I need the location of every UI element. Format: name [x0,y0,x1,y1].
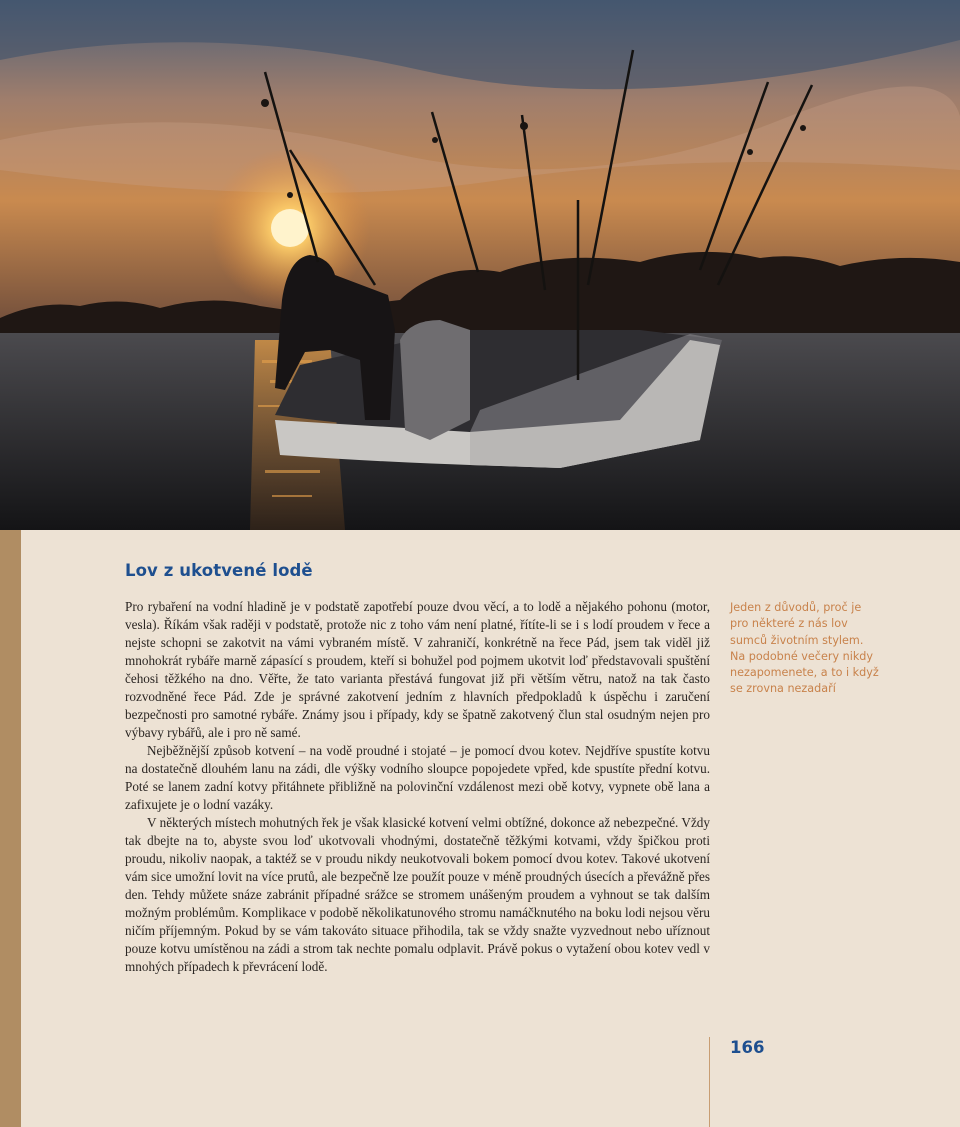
article-paragraph: Nejběžnější způsob kotvení – na vodě proudné i stojaté – je pomocí dvou kotev. Nejdříve spustíte kotvu na dostatečně dlouhém lanu na zádi, dle výšky vodního sloupce popojedete vpřed, kde spustíte přední kotvu. Poté se lanem zadní kotvy přitáhnete přibližně na polovinční vzdálenost mezi obě kotvy, vypnete obě lana a zafixujete je o lodní vazáky. [125,743,710,812]
page-number: 166 [730,1038,765,1057]
page-number-rule [709,1037,710,1127]
left-margin-strip [0,530,21,1127]
article-body [125,598,710,976]
article-paragraph: V některých místech mohutných řek je však klasické kotvení velmi obtížné, dokonce až nebezpečné. Vždy tak dbejte na to, abyste svou loď ukotvovali vhodnými, dostatečně těžkými kotvami, vždy špičkou proti proudu, nikoliv naopak, a taktéž se v proudu nikdy neukotvovali bokem pomocí dvou kotev. Takové ukotvení vám sice umožní lovit na více prutů, ale bezpečně lze použít pouze v méně proudných úsecích a převážně přes den. Tehdy můžete snáze zabránit případné srážce se stromem unášeným proudem a vyhnout se tak dalším možným problémům. Komplikace v podobě několikatunového stromu namáčknutého na boku lodi nejsou věru ničím příjemným. Pokud by se vám takováto situace přihodila, tak se vždy snažte vyzvednout nebo uříznout pouze kotvu umístěnou na zádi a strom tak nechte pomalu odplavit. Právě pokus o vytažení obou kotev vedl v mnohých případech k převrácení lodě. [125,815,710,974]
article-paragraph: Pro rybaření na vodní hladině je v podstatě zapotřebí pouze dvou věcí, a to lodě a nějakého pohonu (motor, vesla). Říkám však raději v podstatě, protože nic z toho vám není platné, řítíte-li se i s lodí proudem v řece a nejste schopni se zakotvit na vámi vybraném místě. V zahraničí, konkrétně na řece Pád, jsem tak viděl již mnohokrát rybáře marně zápasící s proudem, kteří si bohužel pod pojmem ukotvit loď představovali spuštění čehosi těžkého na dno. Věřte, že tato varianta přestává fungovat již při větším větru, natož na tak často rozvodněné řece Pád. Zde je správné zakotvení jedním z hlavních předpokladů k úspěchu i zaručení bezpečnosti pro samotné rybáře. Známy jsou i případy, kdy se špatně zakotvený člun stal osudným nejen pro výbavy rybářů, ale i pro ně samé. [125,599,710,740]
photo-caption: Jeden z důvodů, proč je pro některé z nás lov sumců životním stylem. Na podobné večery nikdy nezapomenete, a to i když se zrovna nezadaří [730,601,879,696]
sunset-fishing-boat-photo [0,0,960,530]
article-heading: Lov z ukotvené lodě [125,561,313,580]
